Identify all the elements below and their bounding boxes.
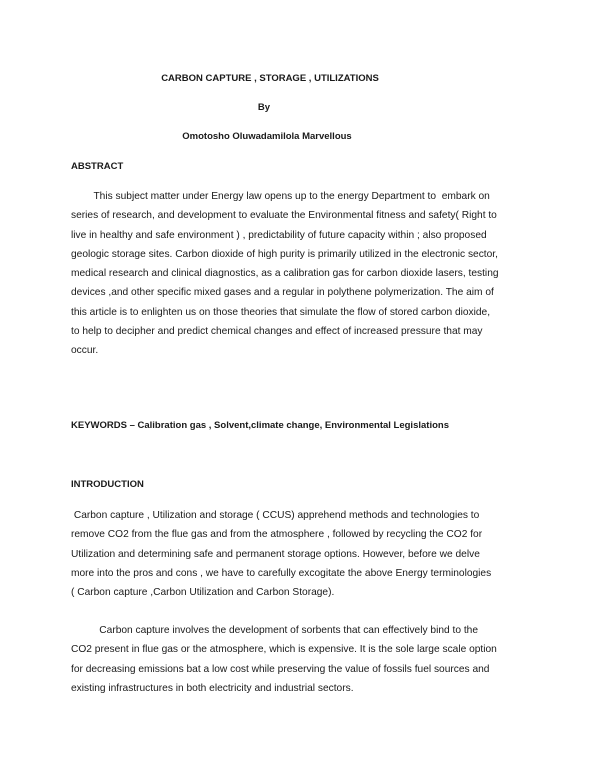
abstract-heading: ABSTRACT xyxy=(71,161,124,172)
abstract-line: to help to decipher and predict chemical changes and effect of increased pressure that may xyxy=(71,326,483,338)
introduction-line: existing infrastructures in both electricity and industrial sectors. xyxy=(71,682,354,694)
introduction-line: ( Carbon capture ,Carbon Utilization and Carbon Storage). xyxy=(71,587,335,599)
abstract-line: this article is to enlighten us on those theories that simulate the flow of stored carbon dioxide, xyxy=(71,306,491,318)
document-by-line: By xyxy=(257,102,271,113)
abstract-paragraph xyxy=(71,187,531,361)
introduction-line: remove CO2 from the flue gas and from the atmosphere , followed by recycling the CO2 for xyxy=(71,529,483,541)
introduction-paragraph-1 xyxy=(71,506,531,602)
abstract-line: geologic storage sites. Carbon dioxide of high purity is primarily utilized in the electronic sector, xyxy=(71,248,498,260)
document-title: CARBON CAPTURE , STORAGE , UTILIZATIONS xyxy=(161,73,379,84)
abstract-line: occur. xyxy=(71,345,99,357)
keywords-line: KEYWORDS – Calibration gas , Solvent,climate change, Environmental Legislations xyxy=(71,420,449,431)
introduction-line: more into the pros and cons , we have to carefully excogitate the above Energy terminologies xyxy=(71,567,492,579)
introduction-line: Carbon capture involves the development of sorbents that can effectively bind to the xyxy=(71,625,478,636)
introduction-line: Utilization and determining safe and permanent storage options. However, before we delve xyxy=(71,548,480,560)
document-author: Omotosho Oluwadamilola Marvellous xyxy=(182,131,352,142)
introduction-heading: INTRODUCTION xyxy=(71,479,144,490)
abstract-line: live in healthy and safe environment ) , predictability of future capacity within ; also proposed xyxy=(71,229,487,241)
abstract-line: devices ,and other specific mixed gases and a regular in polythene polymerization. The aim of xyxy=(71,287,494,299)
abstract-line: series of research, and development to evaluate the Environmental fitness and safety( Right to xyxy=(71,210,497,222)
introduction-line: for decreasing emissions bat a low cost while preserving the value of fossils fuel sources and xyxy=(71,663,490,675)
abstract-line: medical research and clinical diagnostics, as a calibration gas for carbon dioxide lasers, testing xyxy=(71,268,499,280)
abstract-line: This subject matter under Energy law opens up to the energy Department to embark on xyxy=(71,191,490,202)
introduction-paragraph-2 xyxy=(71,621,531,698)
introduction-line: Carbon capture , Utilization and storage ( CCUS) apprehend methods and technologies to xyxy=(71,510,480,521)
introduction-line: CO2 present in flue gas or the atmosphere, which is expensive. It is the sole large scale option xyxy=(71,644,497,656)
